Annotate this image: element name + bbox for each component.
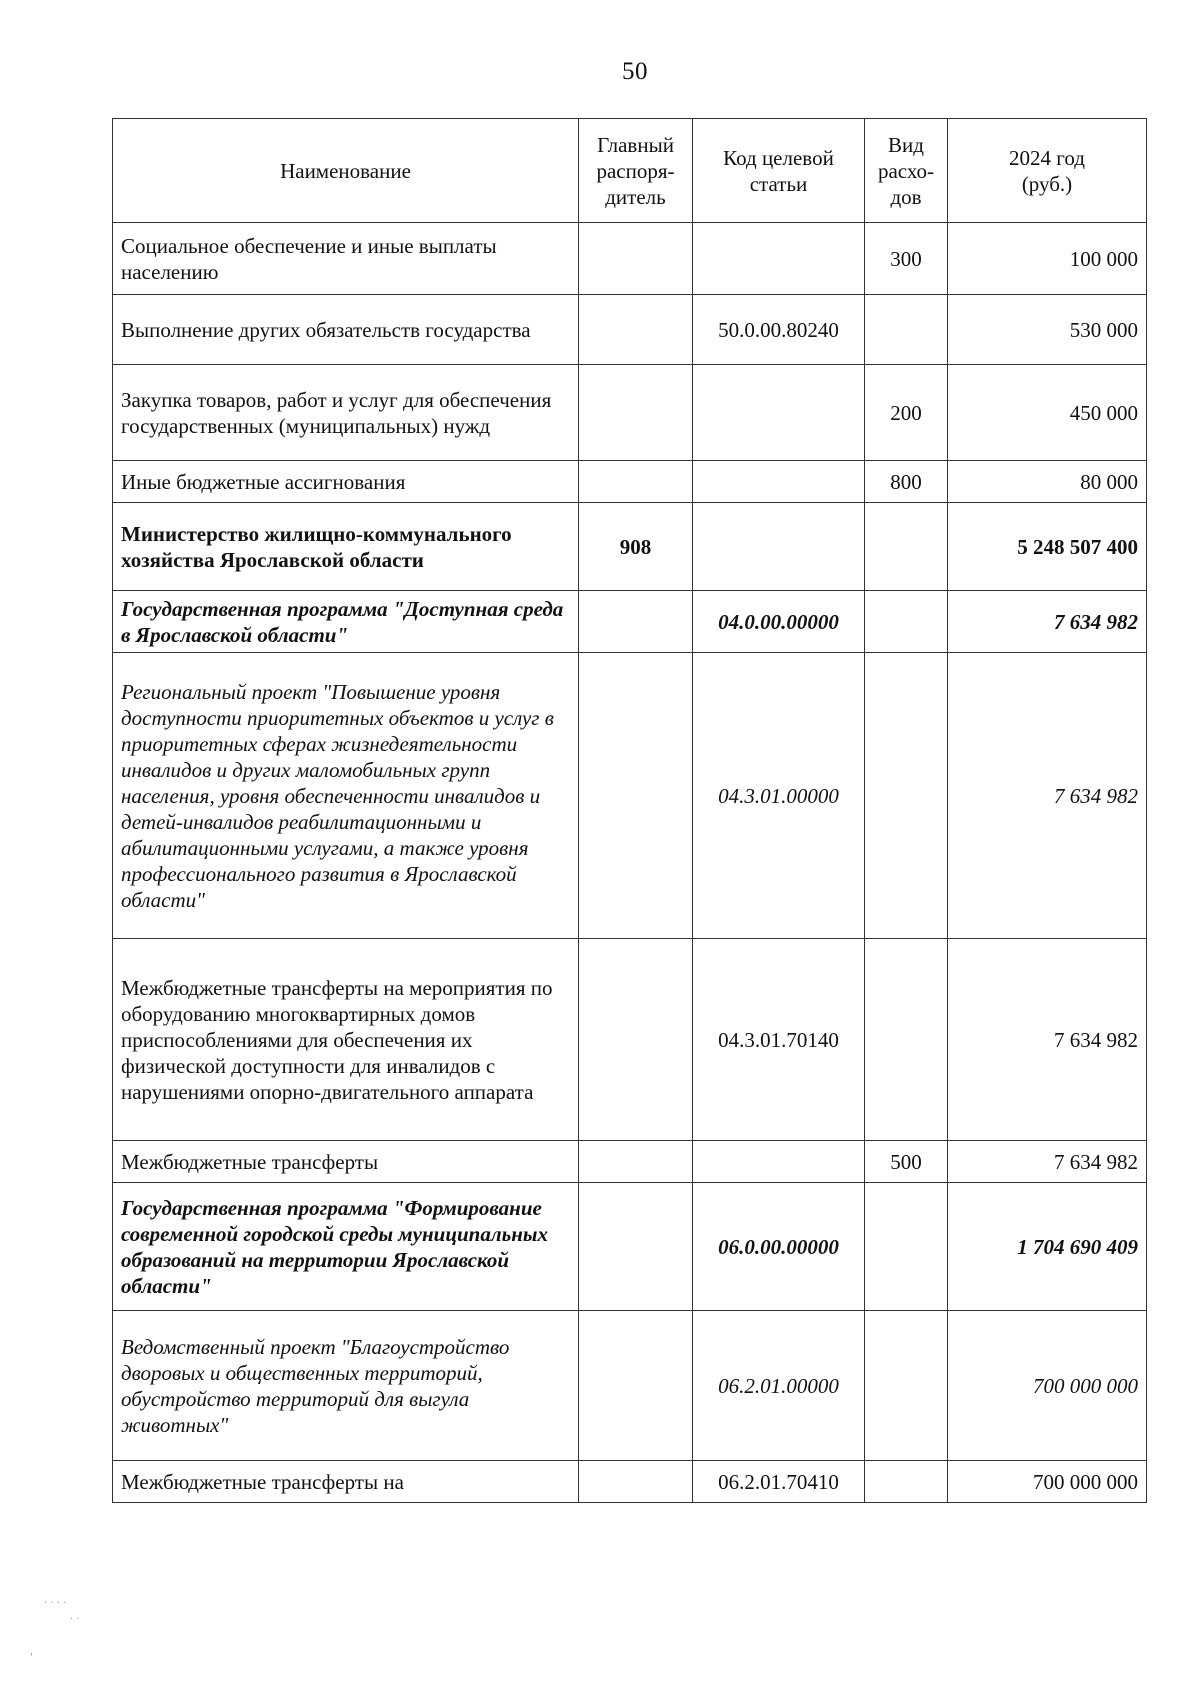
cell-name: Межбюджетные трансферты [113, 1141, 579, 1183]
cell-target-code [693, 503, 865, 591]
cell-main-manager [579, 1183, 693, 1311]
cell-expense-type [865, 939, 948, 1141]
cell-name: Межбюджетные трансферты на мероприятия по оборудованию многоквартирных домов приспособлениями для обеспечения их физической доступности для инвалидов с нарушениями опорно-двигательного аппарата [113, 939, 579, 1141]
cell-amount: 450 000 [948, 365, 1147, 461]
cell-expense-type [865, 295, 948, 365]
table-row [113, 1461, 1147, 1503]
cell-name: Выполнение других обязательств государства [113, 295, 579, 365]
cell-expense-type [865, 1183, 948, 1311]
table-row [113, 1141, 1147, 1183]
cell-name: Межбюджетные трансферты на [113, 1461, 579, 1503]
cell-main-manager [579, 295, 693, 365]
cell-expense-type [865, 503, 948, 591]
table-row [113, 461, 1147, 503]
cell-amount: 5 248 507 400 [948, 503, 1147, 591]
cell-main-manager [579, 1311, 693, 1461]
cell-target-code [693, 223, 865, 295]
cell-target-code: 50.0.00.80240 [693, 295, 865, 365]
cell-name: Государственная программа "Доступная среда в Ярославской области" [113, 591, 579, 653]
cell-amount: 100 000 [948, 223, 1147, 295]
page-number: 50 [622, 58, 648, 85]
table-row [113, 503, 1147, 591]
header-name: Наименование [113, 119, 579, 223]
table-row [113, 223, 1147, 295]
header-amount [948, 119, 1147, 223]
table-row [113, 365, 1147, 461]
cell-amount: 530 000 [948, 295, 1147, 365]
cell-main-manager [579, 591, 693, 653]
cell-expense-type [865, 591, 948, 653]
cell-main-manager [579, 1461, 693, 1503]
cell-target-code: 04.0.00.00000 [693, 591, 865, 653]
cell-expense-type [865, 1311, 948, 1461]
header-expense-type [865, 119, 948, 223]
cell-main-manager [579, 939, 693, 1141]
scan-artifact: · · [70, 1614, 80, 1625]
cell-expense-type: 200 [865, 365, 948, 461]
cell-amount: 700 000 000 [948, 1311, 1147, 1461]
cell-target-code: 06.2.01.00000 [693, 1311, 865, 1461]
cell-target-code [693, 1141, 865, 1183]
cell-target-code: 04.3.01.70140 [693, 939, 865, 1141]
cell-target-code: 06.2.01.70410 [693, 1461, 865, 1503]
cell-main-manager [579, 223, 693, 295]
cell-expense-type [865, 1461, 948, 1503]
header-expense-type-text: Вид расхо-дов [877, 132, 935, 209]
cell-name: Государственная программа "Формирование современной городской среды муниципальных образований на территории Ярославской области" [113, 1183, 579, 1311]
cell-name: Министерство жилищно-коммунального хозяйства Ярославской области [113, 503, 579, 591]
cell-amount: 80 000 [948, 461, 1147, 503]
cell-expense-type [865, 653, 948, 939]
scan-artifact: · · · · [44, 1598, 67, 1609]
cell-name: Региональный проект "Повышение уровня доступности приоритетных объектов и услуг в приоритетных сферах жизнедеятельности инвалидов и других маломобильных групп населения, уровня обеспеченности инвалидов и детей-инвалидов реабилитационными и абилитационными услугами, а также уровня профессионального развития в Ярославской области" [113, 653, 579, 939]
table-row [113, 653, 1147, 939]
table-row [113, 939, 1147, 1141]
cell-amount: 7 634 982 [948, 591, 1147, 653]
cell-amount: 700 000 000 [948, 1461, 1147, 1503]
cell-name: Социальное обеспечение и иные выплаты населению [113, 223, 579, 295]
table-row [113, 591, 1147, 653]
cell-expense-type: 500 [865, 1141, 948, 1183]
cell-main-manager [579, 365, 693, 461]
cell-target-code: 04.3.01.00000 [693, 653, 865, 939]
cell-name: Закупка товаров, работ и услуг для обеспечения государственных (муниципальных) нужд [113, 365, 579, 461]
cell-target-code [693, 365, 865, 461]
cell-name: Иные бюджетные ассигнования [113, 461, 579, 503]
header-main-manager [579, 119, 693, 223]
cell-expense-type: 800 [865, 461, 948, 503]
cell-target-code: 06.0.00.00000 [693, 1183, 865, 1311]
header-main-manager-text: Главный распоря-дитель [596, 132, 675, 209]
cell-expense-type: 300 [865, 223, 948, 295]
scan-artifact: ' [30, 1652, 33, 1663]
budget-table [112, 118, 1147, 1503]
table-row [113, 295, 1147, 365]
table-header-row [113, 119, 1147, 223]
header-target-code-text: Код целевой статьи [723, 145, 834, 196]
cell-main-manager [579, 461, 693, 503]
cell-amount: 1 704 690 409 [948, 1183, 1147, 1311]
cell-amount: 7 634 982 [948, 939, 1147, 1141]
cell-target-code [693, 461, 865, 503]
cell-main-manager [579, 1141, 693, 1183]
header-target-code [693, 119, 865, 223]
table-row [113, 1183, 1147, 1311]
table-body [113, 223, 1147, 1503]
cell-main-manager [579, 653, 693, 939]
cell-name: Ведомственный проект "Благоустройство дворовых и общественных территорий, обустройство территорий для выгула животных" [113, 1311, 579, 1461]
table-row [113, 1311, 1147, 1461]
cell-amount: 7 634 982 [948, 1141, 1147, 1183]
header-amount-text: 2024 год (руб.) [1009, 145, 1085, 196]
cell-main-manager: 908 [579, 503, 693, 591]
cell-amount: 7 634 982 [948, 653, 1147, 939]
